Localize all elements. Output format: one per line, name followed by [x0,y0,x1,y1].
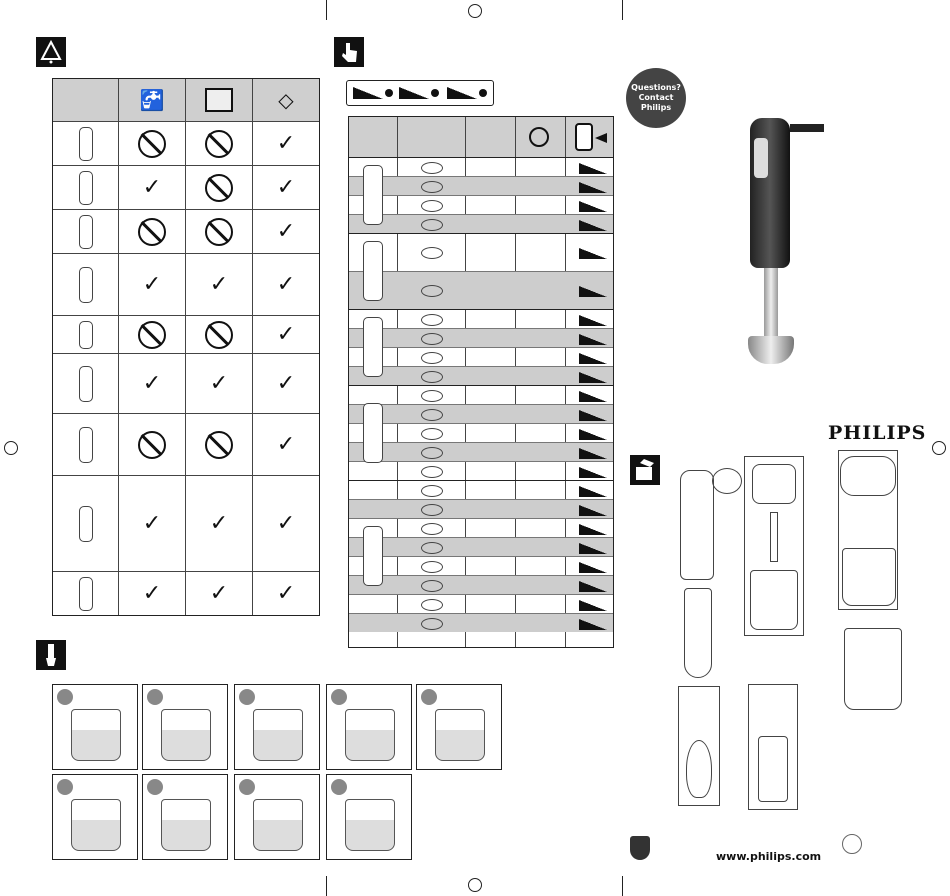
speed-setting-icon [579,286,607,297]
speed-table-row [349,366,613,385]
speed-setting-icon [579,600,607,611]
usage-step-panel [142,684,228,770]
speed-table-row [349,385,613,404]
beater-icon [363,317,383,377]
step-number-badge [331,689,347,705]
step-illustration [71,799,121,851]
whisk-coupling-icon [79,215,93,249]
step-number-badge [147,779,163,795]
speed-setting-icon [579,391,607,402]
box-contents-whisk [686,740,712,798]
speed-table-row [349,347,613,366]
speed-table-row [349,157,613,176]
timer-icon [529,127,549,147]
blender-wand-icon [36,640,66,670]
speed-setting-icon [579,524,607,535]
check-mark-icon: ✓ [276,370,296,396]
not-allowed-icon [205,218,233,246]
speed-setting-icon [579,353,607,364]
chopper-lids-icon [79,427,93,463]
cleaning-table-row [53,475,319,571]
food-icon [421,371,443,383]
step-illustration [161,799,211,851]
speed-setting-icon [579,334,607,345]
speed-table-row [349,556,613,575]
box-contents-chopper-blade [770,512,778,562]
speed-table-row [349,461,613,480]
cleaning-table-row [53,121,319,165]
check-mark-icon: ✓ [142,510,162,536]
registration-mark-icon [468,4,482,18]
speed-table-row [349,328,613,347]
check-mark-icon: ✓ [276,218,296,244]
step-illustration [345,799,395,851]
cleaning-table-row [53,571,319,615]
food-icon [421,314,443,326]
food-icon [421,542,443,554]
blender-bar-icon [363,165,383,225]
food-icon [421,504,443,516]
website-link[interactable]: www.philips.com [716,850,822,863]
step-illustration [435,709,485,761]
food-icon [421,390,443,402]
usage-step-panel [52,774,138,860]
speed-table-row [349,214,613,233]
cleaning-cloth-icon [36,37,66,67]
speed-table-row [349,537,613,556]
box-contents-motor-unit [680,470,714,580]
food-icon [421,485,443,497]
speed-setting-icon [579,372,607,383]
check-mark-icon: ✓ [276,510,296,536]
not-allowed-icon [205,321,233,349]
step-illustration [161,709,211,761]
chopper-blades-bowls-icon [79,506,93,542]
beaters-icon [79,366,93,402]
speed-table-row [349,423,613,442]
box-contents-speed-label [712,468,742,494]
speed-table-row [349,195,613,214]
box-contents-chopper-lid [752,464,796,504]
check-mark-icon: ✓ [142,174,162,200]
check-mark-icon: ✓ [209,370,229,396]
food-icon [421,580,443,592]
step-illustration [253,799,303,851]
check-mark-icon: ✓ [276,321,296,347]
usage-step-panel [52,684,138,770]
cleaning-table-row [53,165,319,209]
beaker-icon [79,577,93,611]
food-icon [421,466,443,478]
check-mark-icon: ✓ [209,510,229,536]
cleaning-table-row [53,253,319,315]
box-contents-large-chopper-lid [840,456,896,496]
food-icon [421,162,443,174]
food-icon [421,181,443,193]
speed-setting-icon [579,429,607,440]
cloth-wipe-icon: ◇ [278,88,294,112]
speed-setting-icon [579,448,607,459]
motor-unit-icon [79,127,93,161]
registration-mark-icon [468,878,482,892]
speed-table-row [349,594,613,613]
registration-mark-icon [932,441,946,455]
check-mark-icon: ✓ [142,271,162,297]
speed-setting-icon [579,248,607,259]
check-mark-icon: ✓ [276,580,296,606]
fold-line-vertical [326,0,327,20]
questions-line2: Contact [638,93,674,102]
cleaning-table-row [53,353,319,413]
box-contents-blender-bar [684,588,712,678]
food-icon [421,618,443,630]
speed-table-row [349,309,613,328]
step-illustration [71,709,121,761]
check-mark-icon: ✓ [276,130,296,156]
registration-mark-icon [4,441,18,455]
questions-contact-badge[interactable] [626,68,686,128]
blender-bar-icon [79,171,93,205]
food-icon [421,599,443,611]
speed-table-row [349,233,613,271]
food-icon [421,247,443,259]
speed-table-row [349,271,613,309]
food-icon [421,428,443,440]
food-icon [421,219,443,231]
speed-setting-icon [579,505,607,516]
philips-shield-icon [630,836,650,860]
speed-setting-icon [579,201,607,212]
not-allowed-icon [138,321,166,349]
check-mark-icon: ✓ [142,580,162,606]
not-allowed-icon [138,431,166,459]
usage-step-panel [234,774,320,860]
speed-selector-legend [346,80,494,106]
speed-setting-icon [579,619,607,630]
speed-table-row [349,176,613,195]
food-icon [421,333,443,345]
cleaning-table-row [53,413,319,475]
speed-setting-icon [579,467,607,478]
check-mark-icon: ✓ [209,271,229,297]
speed-setting-icon [579,315,607,326]
cleaning-table [52,78,320,616]
speed-button-arrow-icon [575,123,611,151]
not-allowed-icon [138,130,166,158]
speed-setting-icon [579,562,607,573]
speed-setting-icon [579,220,607,231]
speed-setting-icon [579,486,607,497]
speed-table-row [349,575,613,594]
food-icon [421,523,443,535]
speed-table-row [349,613,613,632]
hand-blender-product-image [740,118,820,398]
usage-step-panel [234,684,320,770]
usage-step-panel [416,684,502,770]
check-mark-icon: ✓ [209,580,229,606]
speed-table-row [349,404,613,423]
speed-table [348,116,614,648]
step-number-badge [421,689,437,705]
step-number-badge [147,689,163,705]
whisk-icon [79,267,93,303]
speed-table-row [349,480,613,499]
check-mark-icon: ✓ [276,431,296,457]
speed-table-row [349,499,613,518]
not-allowed-icon [205,130,233,158]
not-allowed-icon [205,431,233,459]
small-chopper-icon [363,403,383,463]
fold-line-vertical-2 [622,0,623,20]
fold-line-vertical-bottom-2 [622,876,623,896]
step-illustration [253,709,303,761]
box-contents-chopper-bowl [750,570,798,630]
speed-table-header [349,117,613,157]
speed-setting-icon [579,163,607,174]
box-contents-beaters [758,736,788,802]
box-contents-icon [630,455,660,485]
cleaning-table-row [53,209,319,253]
not-allowed-icon [205,174,233,202]
step-number-badge [331,779,347,795]
dishwasher-icon [205,88,233,112]
speed-setting-icon [579,182,607,193]
speed-setting-icon [579,543,607,554]
food-icon [421,447,443,459]
box-contents-large-chopper-bowl [842,548,896,606]
hand-pointer-icon [334,37,364,67]
check-mark-icon: ✓ [142,370,162,396]
not-allowed-icon [138,218,166,246]
step-number-badge [57,779,73,795]
food-icon [421,409,443,421]
philips-logo: PHILIPS [828,422,927,444]
step-number-badge [239,689,255,705]
usage-step-panel [326,774,412,860]
questions-line3: Philips [640,103,672,112]
food-icon [421,285,443,297]
speed-table-row [349,518,613,537]
usage-step-panel [326,684,412,770]
speed-table-row [349,442,613,461]
step-number-badge [239,779,255,795]
fold-line-vertical-bottom [326,876,327,896]
check-mark-icon: ✓ [276,174,296,200]
step-illustration [345,709,395,761]
tap-water-icon: 🚰 [139,88,165,112]
usage-step-panel [142,774,228,860]
food-icon [421,352,443,364]
food-icon [421,200,443,212]
cleaning-table-row [53,315,319,353]
questions-line1: Questions? [631,83,681,92]
box-contents-beaker [844,628,902,710]
cleaning-table-header [53,79,319,121]
check-mark-icon: ✓ [276,271,296,297]
step-number-badge [57,689,73,705]
chopper-lid-icon [79,321,93,349]
large-chopper-icon [363,526,383,586]
speed-setting-icon [579,410,607,421]
whisk-icon [363,241,383,301]
speed-setting-icon [579,581,607,592]
recycle-icon [842,834,862,854]
food-icon [421,561,443,573]
